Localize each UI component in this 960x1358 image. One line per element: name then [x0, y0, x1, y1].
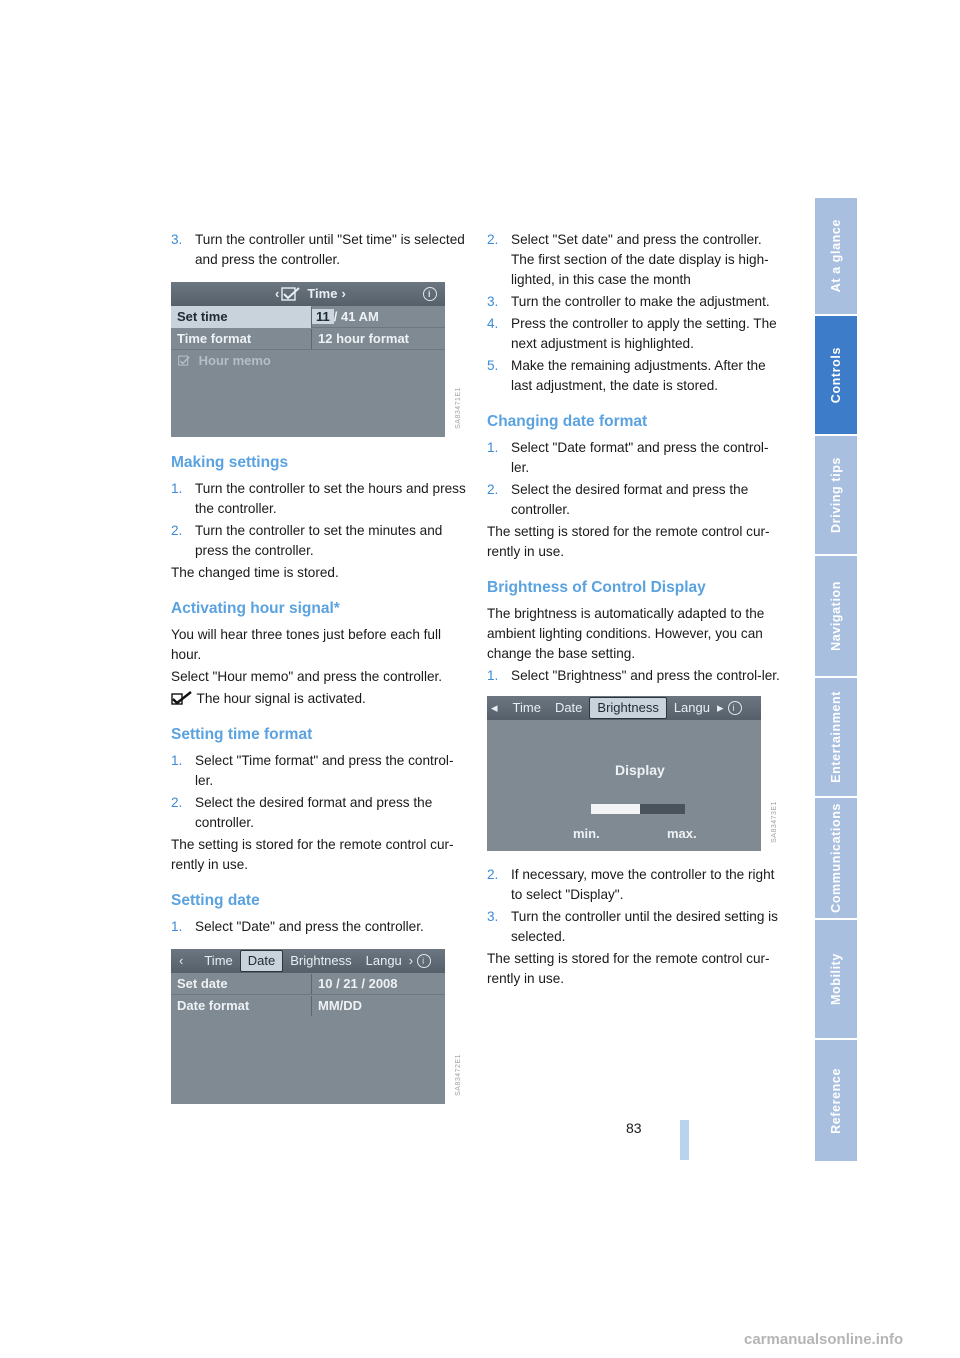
- tab-time: Time: [204, 953, 233, 968]
- date-step-3: [487, 292, 783, 312]
- chapter-sidebar: [815, 198, 857, 1161]
- sidebar-item-communications[interactable]: Communications: [815, 798, 857, 918]
- checkbox-icon: [177, 355, 195, 367]
- setting-date-step-1: [171, 917, 467, 937]
- screen-title: Time: [307, 286, 338, 301]
- making-step-1: [171, 479, 467, 519]
- making-settings-note: The changed time is stored.: [171, 565, 339, 580]
- step-number: 2.: [487, 867, 499, 882]
- left-arrow-icon: ‹: [179, 953, 184, 968]
- date-step-5: [487, 356, 783, 396]
- screen-side-margin: [445, 282, 467, 437]
- figure-code: SA83473E1: [771, 801, 778, 843]
- time-format-label: Time format: [177, 330, 252, 346]
- date-menu-screenshot: [171, 949, 467, 1104]
- step-text: Select the desired format and press the controller.: [511, 482, 749, 517]
- checkmark-icon: [171, 691, 193, 705]
- brightness-heading: Brightness of Control Display: [487, 579, 706, 596]
- step-text: Select "Time format" and press the control-ler.: [195, 753, 454, 788]
- step-text: Turn the controller to set the hours and press the controller.: [195, 481, 466, 516]
- hour-signal-heading: Activating hour signal*: [171, 600, 340, 617]
- step-text: Select "Set date" and press the controller. The first section of the date display is high-lighted, in this case the month: [511, 232, 769, 287]
- brightness-intro: The brightness is automatically adapted to the ambient lighting conditions. However, you can change the base setting.: [487, 606, 765, 661]
- time-format-step-2: [171, 793, 467, 833]
- hour-signal-p1: You will hear three tones just before each full hour.: [171, 627, 442, 662]
- info-icon: [728, 701, 742, 715]
- time-format-row: [171, 328, 467, 350]
- step-text: Turn the controller to set the minutes and press the controller.: [195, 523, 443, 558]
- step-text: Turn the controller until the desired setting is selected.: [511, 909, 778, 944]
- sidebar-item-entertainment[interactable]: Entertainment: [815, 678, 857, 796]
- step-text: Select the desired format and press the controller.: [195, 795, 433, 830]
- slider-min-label: min.: [573, 826, 600, 841]
- brightness-step-3: [487, 907, 783, 947]
- sidebar-item-mobility[interactable]: Mobility: [815, 920, 857, 1038]
- screen-side-margin: [445, 949, 467, 1104]
- left-arrow-icon: ◂: [491, 700, 498, 715]
- step-number: 1.: [171, 919, 183, 934]
- minute-field: / 41 AM: [333, 308, 379, 324]
- step-number: 4.: [487, 316, 499, 331]
- tab-language: Langu: [673, 700, 710, 715]
- tab-brightness: Brightness: [589, 697, 666, 719]
- time-format-value: 12 hour format: [311, 329, 467, 349]
- step-text: Select "Date" and press the controller.: [195, 919, 424, 934]
- left-column: [171, 230, 467, 1118]
- set-time-row: [171, 306, 467, 328]
- page-marker-bar: [680, 1120, 689, 1160]
- brightness-note: The setting is stored for the remote control cur-rently in use.: [487, 951, 770, 986]
- step-number: 2.: [171, 795, 183, 810]
- sidebar-item-reference[interactable]: Reference: [815, 1040, 857, 1161]
- making-step-2: [171, 521, 467, 561]
- hour-field: 11: [312, 309, 334, 324]
- date-step-4: [487, 314, 783, 354]
- right-arrow-icon: ›: [408, 953, 414, 968]
- date-format-value: MM/DD: [311, 996, 467, 1016]
- step-text: Make the remaining adjustments. After the last adjustment, the date is stored.: [511, 358, 766, 393]
- screen-tabs: [487, 696, 783, 720]
- info-icon: [417, 954, 431, 968]
- screen-side-margin: [761, 696, 783, 851]
- step-text: Select "Brightness" and press the control-ler.: [511, 668, 780, 683]
- step-number: 1.: [487, 440, 499, 455]
- step-number: 1.: [171, 753, 183, 768]
- date-step-2: [487, 230, 783, 290]
- hour-signal-p3: The hour signal is activated.: [171, 689, 467, 709]
- tab-date: Date: [240, 950, 283, 972]
- set-time-label: Set time: [171, 306, 311, 328]
- date-format-row: [171, 995, 467, 1017]
- left-arrow-icon: ‹: [275, 286, 280, 301]
- time-format-note: The setting is stored for the remote control cur-rently in use.: [171, 837, 454, 872]
- time-format-heading: Setting time format: [171, 726, 313, 743]
- step-number: 2.: [171, 523, 183, 538]
- tab-brightness: Brightness: [290, 953, 352, 968]
- right-arrow-icon: ▸: [716, 700, 724, 715]
- step-text: Turn the controller until "Set time" is selected and press the controller.: [195, 232, 465, 267]
- setting-date-heading: Setting date: [171, 892, 260, 909]
- step-number: 2.: [487, 232, 499, 247]
- brightness-slider-fill: [591, 804, 640, 814]
- checkbox-icon: [279, 287, 301, 301]
- step-number: 2.: [487, 482, 499, 497]
- step-number: 5.: [487, 358, 499, 373]
- tab-date: Date: [554, 700, 583, 715]
- info-icon: [423, 287, 437, 301]
- page-number: 83: [626, 1120, 642, 1136]
- date-format-step-2: [487, 480, 783, 520]
- brightness-step-1: [487, 666, 783, 686]
- step-number: 1.: [171, 481, 183, 496]
- step-number: 3.: [171, 232, 183, 247]
- sidebar-item-controls[interactable]: Controls: [815, 316, 857, 434]
- tab-time: Time: [512, 700, 541, 715]
- screen-header: [171, 282, 467, 306]
- right-column: [487, 230, 783, 991]
- slider-max-label: max.: [667, 826, 697, 841]
- brightness-slider: [591, 804, 685, 814]
- making-settings-heading: Making settings: [171, 454, 289, 471]
- figure-code: SA83471E1: [455, 387, 462, 429]
- set-date-label: Set date: [177, 975, 228, 991]
- set-date-value: 10 / 21 / 2008: [311, 974, 467, 994]
- hour-memo-label: Hour memo: [171, 351, 311, 371]
- brightness-screenshot: [487, 696, 783, 851]
- sidebar-item-at-a-glance[interactable]: At a glance: [815, 198, 857, 314]
- date-format-note: The setting is stored for the remote control cur-rently in use.: [487, 524, 770, 559]
- set-time-value: [311, 307, 467, 327]
- set-date-row: [171, 973, 467, 995]
- step-text: Press the controller to apply the setting. The next adjustment is highlighted.: [511, 316, 777, 351]
- screen-tabs: [171, 949, 467, 973]
- step-text: Select "Date format" and press the control-ler.: [511, 440, 769, 475]
- display-label: Display: [615, 762, 665, 778]
- watermark: carmanualsonline.info: [744, 1331, 904, 1348]
- sidebar-item-driving-tips[interactable]: Driving tips: [815, 436, 857, 554]
- step-text: Turn the controller to make the adjustment.: [511, 294, 770, 309]
- date-format-step-1: [487, 438, 783, 478]
- tab-language: Langu: [365, 953, 402, 968]
- step-3-set-time: [171, 230, 467, 270]
- step-number: 3.: [487, 294, 499, 309]
- hour-memo-row: [171, 350, 467, 372]
- step-text: If necessary, move the controller to the right to select "Display".: [511, 867, 775, 902]
- date-format-label: Date format: [177, 998, 250, 1013]
- brightness-step-2: [487, 865, 783, 905]
- time-format-step-1: [171, 751, 467, 791]
- step-number: 1.: [487, 668, 499, 683]
- figure-code: SA83472E1: [455, 1054, 462, 1096]
- date-format-heading: Changing date format: [487, 413, 648, 430]
- step-number: 3.: [487, 909, 499, 924]
- time-menu-screenshot: [171, 282, 467, 437]
- right-arrow-icon: ›: [341, 286, 346, 301]
- sidebar-item-navigation[interactable]: Navigation: [815, 556, 857, 676]
- hour-signal-p2: Select "Hour memo" and press the controller.: [171, 669, 443, 684]
